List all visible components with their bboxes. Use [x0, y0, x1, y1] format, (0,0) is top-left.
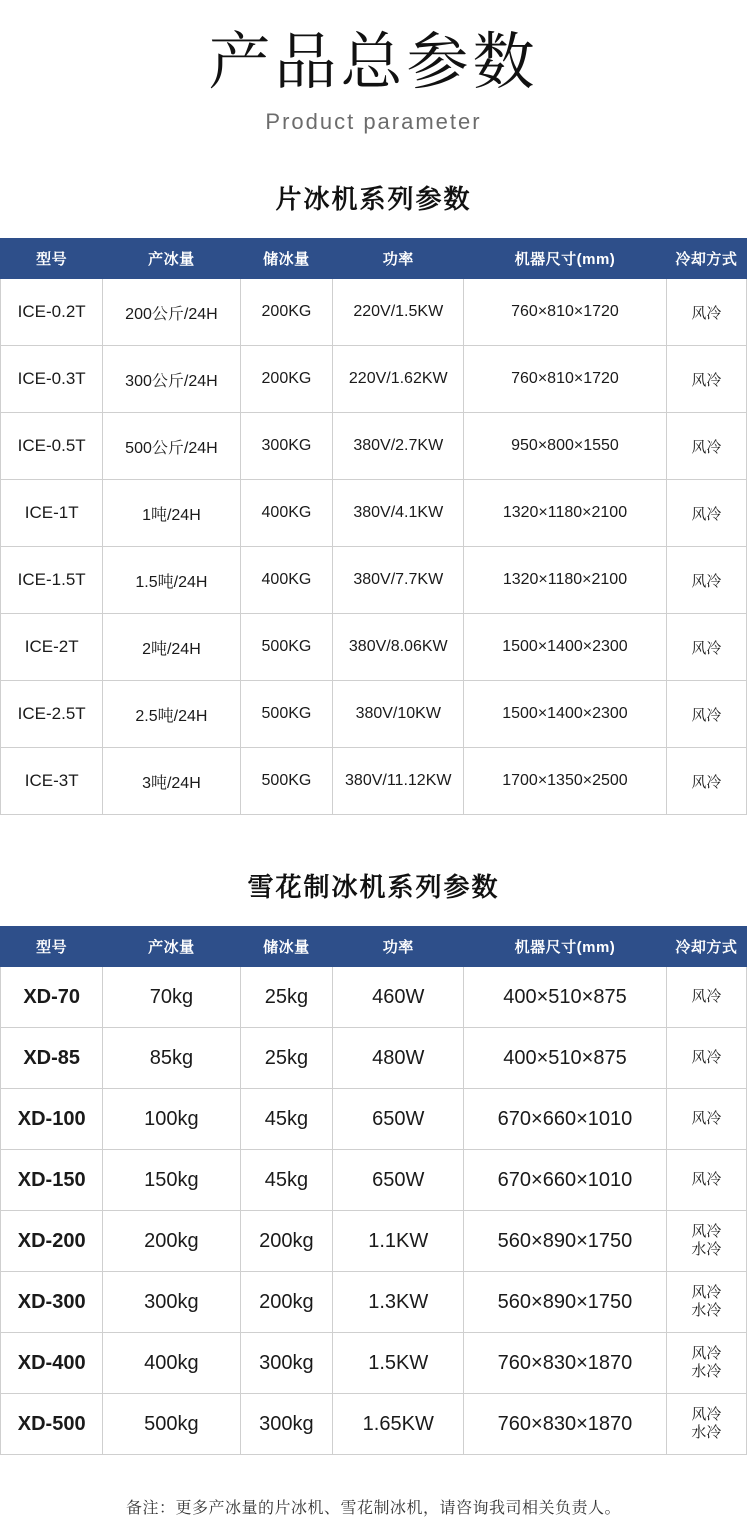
cell-storage: 500KG — [240, 614, 333, 681]
cell-cooling: 风冷 — [666, 748, 746, 815]
cell-size: 760×830×1870 — [464, 1394, 667, 1455]
cell-size: 760×810×1720 — [464, 346, 667, 413]
cell-model: ICE-2.5T — [1, 681, 103, 748]
cell-model: ICE-1.5T — [1, 547, 103, 614]
cell-power: 380V/11.12KW — [333, 748, 464, 815]
cell-output: 300kg — [103, 1272, 240, 1333]
cell-storage: 25kg — [240, 967, 333, 1028]
table-row — [1, 1089, 747, 1150]
cell-storage: 300kg — [240, 1394, 333, 1455]
cell-output: 100kg — [103, 1089, 240, 1150]
cell-model: XD-85 — [1, 1028, 103, 1089]
cell-storage: 200KG — [240, 346, 333, 413]
table-row — [1, 1272, 747, 1333]
table-row — [1, 748, 747, 815]
cell-power: 650W — [333, 1150, 464, 1211]
cell-cooling: 风冷 — [666, 279, 746, 346]
table-row — [1, 346, 747, 413]
cell-cooling: 风冷 — [666, 1089, 746, 1150]
cell-size: 1320×1180×2100 — [464, 547, 667, 614]
cell-storage: 200kg — [240, 1211, 333, 1272]
cell-output: 400kg — [103, 1333, 240, 1394]
column-header-power: 功率 — [333, 239, 464, 279]
section-title-snow-ice: 雪花制冰机系列参数 — [247, 872, 500, 903]
cell-power: 1.3KW — [333, 1272, 464, 1333]
cell-cooling: 风冷 — [666, 346, 746, 413]
table-row — [1, 279, 747, 346]
table-row — [1, 1211, 747, 1272]
cell-output: 1吨/24H — [103, 480, 240, 547]
cell-model: ICE-1T — [1, 480, 103, 547]
snow-ice-table-body — [1, 967, 747, 1455]
cell-storage: 200KG — [240, 279, 333, 346]
cell-cooling: 风冷 — [666, 1150, 746, 1211]
cell-model: ICE-0.2T — [1, 279, 103, 346]
column-header-cooling: 冷却方式 — [666, 239, 746, 279]
cell-output: 200公斤/24H — [103, 279, 240, 346]
cell-model: ICE-3T — [1, 748, 103, 815]
section-title-flake-ice: 片冰机系列参数 — [275, 184, 472, 215]
cell-power: 650W — [333, 1089, 464, 1150]
cell-cooling: 风冷 水冷 — [666, 1333, 746, 1394]
column-header-output: 产冰量 — [103, 927, 240, 967]
cell-power: 220V/1.5KW — [333, 279, 464, 346]
table-row — [1, 547, 747, 614]
cell-size: 1500×1400×2300 — [464, 681, 667, 748]
cell-storage: 400KG — [240, 547, 333, 614]
cell-power: 380V/2.7KW — [333, 413, 464, 480]
cell-cooling: 风冷 — [666, 480, 746, 547]
cell-power: 380V/7.7KW — [333, 547, 464, 614]
cell-cooling: 风冷 水冷 — [666, 1272, 746, 1333]
column-header-size: 机器尺寸(mm) — [464, 927, 667, 967]
cell-cooling: 风冷 — [666, 681, 746, 748]
cell-output: 85kg — [103, 1028, 240, 1089]
cell-power: 460W — [333, 967, 464, 1028]
cell-output: 200kg — [103, 1211, 240, 1272]
snow-ice-parameter-table — [0, 926, 747, 1455]
cell-storage: 500KG — [240, 681, 333, 748]
cell-power: 380V/4.1KW — [333, 480, 464, 547]
cell-storage: 25kg — [240, 1028, 333, 1089]
page-title: 产品总参数 — [208, 25, 539, 98]
cell-storage: 300KG — [240, 413, 333, 480]
cell-model: XD-150 — [1, 1150, 103, 1211]
cell-size: 760×830×1870 — [464, 1333, 667, 1394]
cell-storage: 45kg — [240, 1150, 333, 1211]
cell-cooling: 风冷 — [666, 614, 746, 681]
cell-model: XD-70 — [1, 967, 103, 1028]
footnote: 备注：更多产冰量的片冰机、雪花制冰机，请咨询我司相关负责人。 — [125, 1500, 621, 1518]
cell-power: 220V/1.62KW — [333, 346, 464, 413]
table-row — [1, 1394, 747, 1455]
cell-size: 400×510×875 — [464, 1028, 667, 1089]
cell-storage: 500KG — [240, 748, 333, 815]
cell-power: 380V/8.06KW — [333, 614, 464, 681]
table-row — [1, 1150, 747, 1211]
cell-model: XD-300 — [1, 1272, 103, 1333]
column-header-size: 机器尺寸(mm) — [464, 239, 667, 279]
cell-model: XD-400 — [1, 1333, 103, 1394]
cell-power: 1.65KW — [333, 1394, 464, 1455]
table-row — [1, 681, 747, 748]
column-header-model: 型号 — [1, 239, 103, 279]
table-row — [1, 1028, 747, 1089]
cell-power: 480W — [333, 1028, 464, 1089]
table-row — [1, 1333, 747, 1394]
cell-size: 400×510×875 — [464, 967, 667, 1028]
table-header-row — [1, 239, 747, 279]
column-header-storage: 储冰量 — [240, 927, 333, 967]
column-header-power: 功率 — [333, 927, 464, 967]
cell-size: 670×660×1010 — [464, 1150, 667, 1211]
cell-output: 70kg — [103, 967, 240, 1028]
cell-output: 500公斤/24H — [103, 413, 240, 480]
table-row — [1, 967, 747, 1028]
cell-storage: 400KG — [240, 480, 333, 547]
column-header-output: 产冰量 — [103, 239, 240, 279]
cell-cooling: 风冷 — [666, 413, 746, 480]
flake-ice-table-body — [1, 279, 747, 815]
cell-output: 3吨/24H — [103, 748, 240, 815]
cell-output: 2.5吨/24H — [103, 681, 240, 748]
cell-size: 1320×1180×2100 — [464, 480, 667, 547]
cell-storage: 45kg — [240, 1089, 333, 1150]
cell-size: 1500×1400×2300 — [464, 614, 667, 681]
cell-size: 950×800×1550 — [464, 413, 667, 480]
cell-cooling: 风冷 水冷 — [666, 1211, 746, 1272]
cell-model: XD-500 — [1, 1394, 103, 1455]
page-header — [0, 0, 747, 135]
page-subtitle: Product parameter — [265, 109, 482, 135]
cell-storage: 300kg — [240, 1333, 333, 1394]
cell-size: 670×660×1010 — [464, 1089, 667, 1150]
column-header-cooling: 冷却方式 — [666, 927, 746, 967]
cell-output: 150kg — [103, 1150, 240, 1211]
cell-size: 760×810×1720 — [464, 279, 667, 346]
cell-cooling: 风冷 水冷 — [666, 1394, 746, 1455]
cell-power: 1.1KW — [333, 1211, 464, 1272]
table-row — [1, 614, 747, 681]
table-header-row — [1, 927, 747, 967]
cell-power: 380V/10KW — [333, 681, 464, 748]
cell-model: ICE-0.5T — [1, 413, 103, 480]
cell-size: 560×890×1750 — [464, 1211, 667, 1272]
cell-output: 1.5吨/24H — [103, 547, 240, 614]
cell-model: ICE-0.3T — [1, 346, 103, 413]
cell-output: 500kg — [103, 1394, 240, 1455]
column-header-storage: 储冰量 — [240, 239, 333, 279]
cell-size: 1700×1350×2500 — [464, 748, 667, 815]
cell-size: 560×890×1750 — [464, 1272, 667, 1333]
cell-model: ICE-2T — [1, 614, 103, 681]
cell-cooling: 风冷 — [666, 967, 746, 1028]
cell-output: 300公斤/24H — [103, 346, 240, 413]
cell-power: 1.5KW — [333, 1333, 464, 1394]
cell-model: XD-100 — [1, 1089, 103, 1150]
cell-storage: 200kg — [240, 1272, 333, 1333]
cell-cooling: 风冷 — [666, 1028, 746, 1089]
table-row — [1, 413, 747, 480]
cell-model: XD-200 — [1, 1211, 103, 1272]
flake-ice-parameter-table — [0, 238, 747, 815]
cell-cooling: 风冷 — [666, 547, 746, 614]
cell-output: 2吨/24H — [103, 614, 240, 681]
column-header-model: 型号 — [1, 927, 103, 967]
table-row — [1, 480, 747, 547]
